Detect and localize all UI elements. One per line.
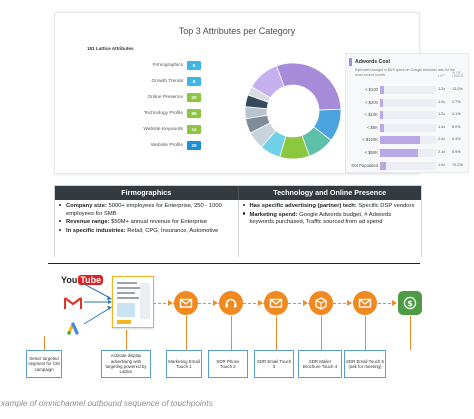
sequence-arrowhead <box>258 300 263 306</box>
adwords-bar <box>380 111 383 119</box>
step-node-dollar-icon[interactable] <box>398 291 422 315</box>
phone-headset-icon <box>224 296 238 310</box>
attribute-label: Online Presence <box>147 94 183 100</box>
source-connector-arrows <box>80 280 116 330</box>
technology-column <box>238 200 422 257</box>
adwords-title: Adwords Cost <box>355 59 391 65</box>
adwords-lift-value: 1.2x <box>438 112 446 117</box>
adwords-row-label: < $200 <box>365 99 378 105</box>
attributes-dashboard <box>54 12 464 174</box>
adwords-lift-value: 1.0x <box>438 99 446 104</box>
adwords-leads-value: 70.2% <box>452 162 463 167</box>
attribute-donut-chart <box>243 61 343 161</box>
email-icon <box>358 296 372 310</box>
step-connector <box>186 316 187 350</box>
step-node-phone-headset-icon[interactable] <box>219 291 243 315</box>
attribute-row[interactable] <box>77 105 201 121</box>
criteria-item: Company size: 5000+ employees for Enterprise, 250 - 1000 employees for SMB <box>59 203 233 218</box>
adwords-bar-track <box>380 149 436 157</box>
adwords-leads-value: 4.1% <box>452 112 461 117</box>
adwords-lift-value: 2.3x <box>438 137 446 142</box>
attribute-count-badge: 6 <box>187 61 201 70</box>
step-node-package-icon[interactable] <box>309 291 333 315</box>
attribute-label: Firmographics <box>152 62 183 68</box>
google-ads-icon <box>66 321 80 335</box>
adwords-row[interactable] <box>346 147 468 160</box>
attribute-count-badge: 29 <box>187 141 201 150</box>
step-description-box: SDR Email Touch 3 <box>254 350 294 378</box>
attribute-count-badge: 8 <box>187 77 201 86</box>
outbound-sequence-diagram <box>0 266 474 406</box>
adwords-row-label: < $5K <box>366 124 378 130</box>
section-divider <box>48 263 420 264</box>
adwords-leads-value: 2.7% <box>452 99 461 104</box>
attribute-label: Growth Trends <box>151 78 183 84</box>
step-connector <box>321 316 322 350</box>
firmographics-header: Firmographics <box>121 188 172 197</box>
adwords-bar <box>380 124 384 132</box>
adwords-bar-track <box>380 99 436 107</box>
attribute-row[interactable] <box>77 137 201 153</box>
adwords-bar-track <box>380 111 436 119</box>
technology-header: Technology and Online Presence <box>238 186 422 200</box>
email-icon <box>269 296 283 310</box>
attribute-row[interactable] <box>77 121 201 137</box>
adwords-axis-label: LIFT <box>380 164 387 168</box>
adwords-leads-value: 8.0% <box>452 124 461 129</box>
email-icon <box>179 296 193 310</box>
step-connector <box>276 316 277 350</box>
step-description-box: Select targeted segment for CM campaign <box>26 350 62 378</box>
attribute-label: Technology Profile <box>143 110 183 116</box>
adwords-row-label: < $100K <box>362 137 378 143</box>
sequence-arrowhead <box>303 300 308 306</box>
adwords-row-label: < $10K <box>364 112 378 118</box>
step-description-box: Marketing Email Touch 1 <box>166 350 202 378</box>
adwords-row[interactable] <box>346 160 468 173</box>
attribute-label: Website Profile <box>150 142 183 148</box>
adwords-subtitle: Estimated budget in $US spent on Google Adwords ads for the most recent month <box>355 68 455 77</box>
sequence-arrowhead <box>213 300 218 306</box>
sequence-arrowhead <box>392 300 397 306</box>
targeting-criteria-table <box>54 185 422 257</box>
step-node-email-icon[interactable] <box>174 291 198 315</box>
firmographics-column <box>55 200 238 257</box>
figure-caption: xample of omnichannel outbound sequence of touchpoints <box>1 399 213 408</box>
adwords-leads-value: 0.9% <box>452 149 461 154</box>
adwords-leads-value: 13.0% <box>452 87 463 91</box>
adwords-row[interactable] <box>346 134 468 147</box>
attribute-row[interactable] <box>77 57 201 73</box>
leads-column-header: % OF LEADS <box>452 71 464 79</box>
adwords-bar <box>380 149 418 157</box>
adwords-row[interactable] <box>346 97 468 110</box>
donut-hole <box>268 86 318 136</box>
adwords-bar <box>380 99 383 107</box>
adwords-cost-panel <box>345 53 469 173</box>
adwords-bar-track <box>380 162 436 170</box>
step-connector <box>44 336 45 350</box>
attribute-count-badge: 14 <box>187 125 201 134</box>
adwords-row-label: < $100 <box>365 87 378 92</box>
svg-text:$: $ <box>407 299 413 308</box>
adwords-row-label: < $50K <box>364 149 378 155</box>
step-connector <box>231 316 232 350</box>
step-description-box: SDR Mailer Brochure Touch 4 <box>298 350 342 378</box>
dollar-icon <box>403 296 417 310</box>
attribute-row[interactable] <box>77 73 201 89</box>
adwords-bar <box>380 86 384 94</box>
sequence-arrowhead <box>168 300 173 306</box>
attribute-label: Website Keywords <box>143 126 183 132</box>
criteria-item: In specific industries: Retail, CPG, Insurance, Automotive <box>59 228 233 236</box>
step-connector <box>410 316 411 350</box>
step-connector <box>126 330 127 350</box>
adwords-lift-value: 1.4x <box>438 124 446 129</box>
lift-column-header: LIFT <box>438 74 445 78</box>
youtube-logo: You Tube <box>61 275 102 285</box>
attribute-count-badge: 20 <box>187 93 201 102</box>
step-description-box: SDR Phone Touch 2 <box>208 350 248 378</box>
package-icon <box>314 296 328 310</box>
criteria-item: Marketing spend: Google Adwords budget, # Adwords keywords purchased, Traffic sourced from ad spend <box>243 212 417 227</box>
step-connector <box>365 316 366 350</box>
criteria-item: Revenue range: $50M+ annual revenue for Enterprise <box>59 219 233 227</box>
adwords-lift-value: 2.1x <box>438 149 446 154</box>
attribute-count-badge: 96 <box>187 109 201 118</box>
dashboard-title: Top 3 Attributes per Category <box>178 26 296 36</box>
adwords-bar-track <box>380 136 436 144</box>
adwords-lift-value: 1.0x <box>438 162 446 167</box>
step-description-box: Activate display advertising with targeting powered by Lattice <box>101 350 151 378</box>
adwords-bar-track <box>380 86 436 94</box>
attribute-row[interactable] <box>77 89 201 105</box>
sequence-arrowhead <box>347 300 352 306</box>
adwords-leads-value: 0.4% <box>452 137 461 142</box>
attribute-list-header: 181 Lattice Attributes <box>87 46 134 51</box>
criteria-item: Has specific advertising (partner) tech: Specific DSP vendors <box>243 203 417 211</box>
attribute-list <box>77 46 201 153</box>
step-node-email-icon[interactable] <box>264 291 288 315</box>
adwords-lift-value: 1.2x <box>438 87 446 91</box>
step-node-email-icon[interactable] <box>353 291 377 315</box>
panel-accent <box>349 58 352 66</box>
adwords-row[interactable] <box>346 84 468 97</box>
adwords-bar <box>380 136 420 144</box>
adwords-bar-track <box>380 124 436 132</box>
display-ad-preview <box>112 276 154 328</box>
step-description-box: SDR Email Touch 5 (ask for meeting) <box>344 350 386 378</box>
adwords-row[interactable] <box>346 122 468 135</box>
adwords-row[interactable] <box>346 109 468 122</box>
adwords-row-label: Not Populated <box>351 162 378 168</box>
